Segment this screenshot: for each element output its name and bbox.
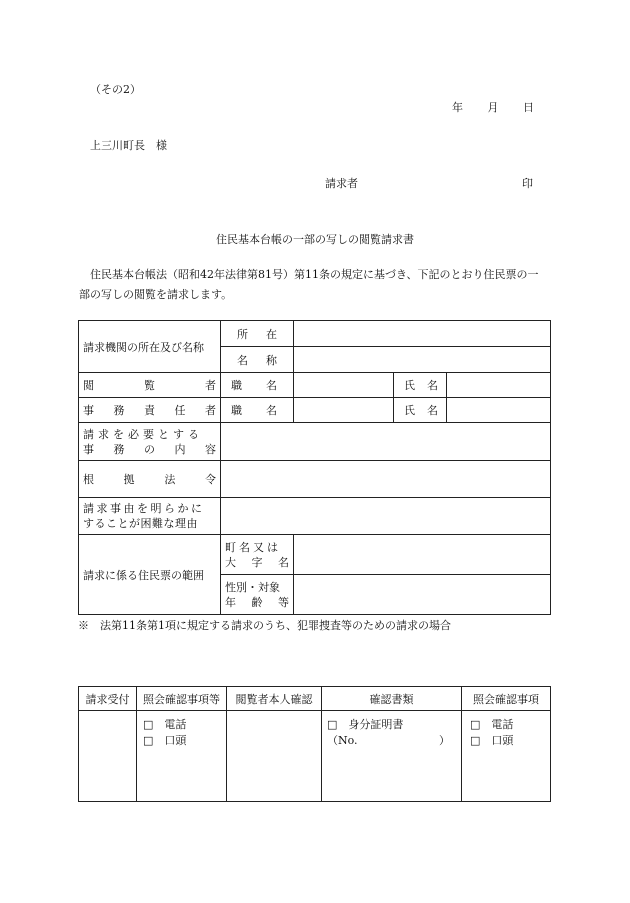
officer-job-value[interactable] xyxy=(294,398,394,423)
viewer-label-2: 覧 xyxy=(144,379,155,392)
inquiry2-phone-checkbox[interactable]: □ 電話 xyxy=(470,718,514,731)
org-label: 請求機関の所在及び名称 xyxy=(83,340,204,354)
basis-label-1: 根 xyxy=(83,473,94,486)
date-day-label: 日 xyxy=(523,101,534,114)
sexage-value[interactable] xyxy=(294,575,551,615)
reason-label-line-1: 請求事由を明らかに xyxy=(83,502,205,515)
org-name-label-1: 名 xyxy=(237,353,248,367)
identity-cell[interactable] xyxy=(227,711,322,802)
reason-value[interactable] xyxy=(221,498,551,535)
need-value[interactable] xyxy=(221,423,551,461)
inquiry2-verbal-checkbox[interactable]: □ 口頭 xyxy=(470,734,514,747)
id-number-line xyxy=(327,733,456,749)
need-label-c1: 事 xyxy=(83,442,94,456)
sexage-label-c3: 等 xyxy=(278,595,289,609)
need-label-c5: 容 xyxy=(205,442,216,456)
viewer-label-1: 閲 xyxy=(83,379,94,392)
town-label-c1: 大 xyxy=(225,555,236,569)
viewer-label-cell xyxy=(79,373,221,398)
inquiry-phone-checkbox[interactable]: □ 電話 xyxy=(143,718,187,731)
footnote: ※ 法第11条第1項に規定する請求のうち、犯罪捜査等のための請求の場合 xyxy=(78,619,451,632)
scope-label-cell xyxy=(79,535,221,615)
date-year-label: 年 xyxy=(452,101,463,114)
town-label-line-1: 町名又は xyxy=(225,540,281,554)
location-label-cell xyxy=(221,321,294,347)
town-value[interactable] xyxy=(294,535,551,575)
intro-line-1: 住民基本台帳法（昭和42年法律第81号）第11条の規定に基づき、下記のとおり住民票の一 xyxy=(90,268,539,281)
reason-label-cell xyxy=(79,498,221,535)
confirm-header-inquiry: 照会確認事項等 xyxy=(137,687,227,711)
date-month-label: 月 xyxy=(487,101,499,114)
confirm-header-identity: 閲覧者本人確認 xyxy=(227,687,322,711)
org-name-label-cell xyxy=(221,347,294,373)
basis-value[interactable] xyxy=(221,461,551,498)
viewer-name-label-1: 氏 xyxy=(404,379,415,392)
sexage-label-line-1: 性別・対象 xyxy=(225,580,280,594)
officer-job-label-1: 職 xyxy=(231,404,242,417)
officer-name-label-2: 名 xyxy=(427,404,438,417)
basis-label-3: 法 xyxy=(164,473,176,486)
officer-name-label-cell xyxy=(394,398,447,423)
location-label-1: 所 xyxy=(237,327,248,341)
confirm-header-inquiry-2: 照会確認事項 xyxy=(462,687,551,711)
id-card-checkbox[interactable]: □ 身分証明書 xyxy=(327,718,404,731)
location-label-2: 在 xyxy=(266,327,277,341)
officer-job-label-2: 名 xyxy=(266,404,277,417)
org-label-cell xyxy=(79,321,221,373)
form-number: （その2） xyxy=(90,83,141,96)
viewer-job-label-cell xyxy=(221,373,294,398)
officer-job-label-cell xyxy=(221,398,294,423)
receipt-cell[interactable] xyxy=(79,711,137,802)
town-label-c3: 名 xyxy=(278,555,289,569)
officer-name-label-1: 氏 xyxy=(404,404,415,417)
seal-mark: 印 xyxy=(522,177,533,190)
inquiry-cell-2 xyxy=(462,711,551,802)
need-label-line-1: 請求を必要とする xyxy=(83,427,203,441)
viewer-name-label-2: 名 xyxy=(427,379,438,392)
addressee: 上三川町長 様 xyxy=(90,139,167,152)
request-form-table xyxy=(78,320,551,615)
viewer-label-3: 者 xyxy=(205,379,216,392)
need-label-cell xyxy=(79,423,221,461)
date-line xyxy=(452,99,534,115)
town-label-cell xyxy=(221,535,294,575)
scope-label: 請求に係る住民票の範囲 xyxy=(83,568,204,582)
id-number-open: （No. xyxy=(327,734,358,747)
officer-label-3: 責 xyxy=(144,404,155,417)
need-label-c3: の xyxy=(144,442,155,456)
officer-label-2: 務 xyxy=(113,404,125,417)
viewer-name-value[interactable] xyxy=(447,373,551,398)
officer-label-5: 者 xyxy=(205,404,216,417)
reason-label-line-2: することが困難な理由 xyxy=(83,517,198,530)
sexage-label-cell xyxy=(221,575,294,615)
basis-label-2: 拠 xyxy=(123,473,135,486)
sexage-label-c2: 齢 xyxy=(251,595,263,609)
basis-label-4: 令 xyxy=(204,473,216,486)
basis-label-cell xyxy=(79,461,221,498)
officer-label-1: 事 xyxy=(83,404,94,417)
need-label-c2: 務 xyxy=(113,442,125,456)
confirm-header-receipt: 請求受付 xyxy=(79,687,137,711)
viewer-job-label-2: 名 xyxy=(266,379,277,392)
requester-label: 請求者 xyxy=(325,177,358,190)
town-label-c2: 字 xyxy=(251,555,263,569)
confirm-header-documents: 確認書類 xyxy=(322,687,462,711)
org-name-label-2: 称 xyxy=(266,353,277,367)
officer-label-4: 任 xyxy=(174,404,186,417)
viewer-job-value[interactable] xyxy=(294,373,394,398)
document-title: 住民基本台帳の一部の写しの閲覧請求書 xyxy=(216,233,414,246)
location-value[interactable] xyxy=(294,321,551,347)
inquiry-verbal-checkbox[interactable]: □ 口頭 xyxy=(143,734,187,747)
officer-label-cell xyxy=(79,398,221,423)
need-label-c4: 内 xyxy=(174,442,186,456)
confirmation-table xyxy=(78,686,551,802)
id-number-close: ） xyxy=(439,734,450,747)
inquiry-cell xyxy=(137,711,227,802)
sexage-label-c1: 年 xyxy=(225,595,236,609)
org-name-value[interactable] xyxy=(294,347,551,373)
viewer-name-label-cell xyxy=(394,373,447,398)
viewer-job-label-1: 職 xyxy=(231,379,242,392)
documents-cell xyxy=(322,711,462,802)
intro-line-2: 部の写しの閲覧を請求します。 xyxy=(79,288,233,301)
officer-name-value[interactable] xyxy=(447,398,551,423)
